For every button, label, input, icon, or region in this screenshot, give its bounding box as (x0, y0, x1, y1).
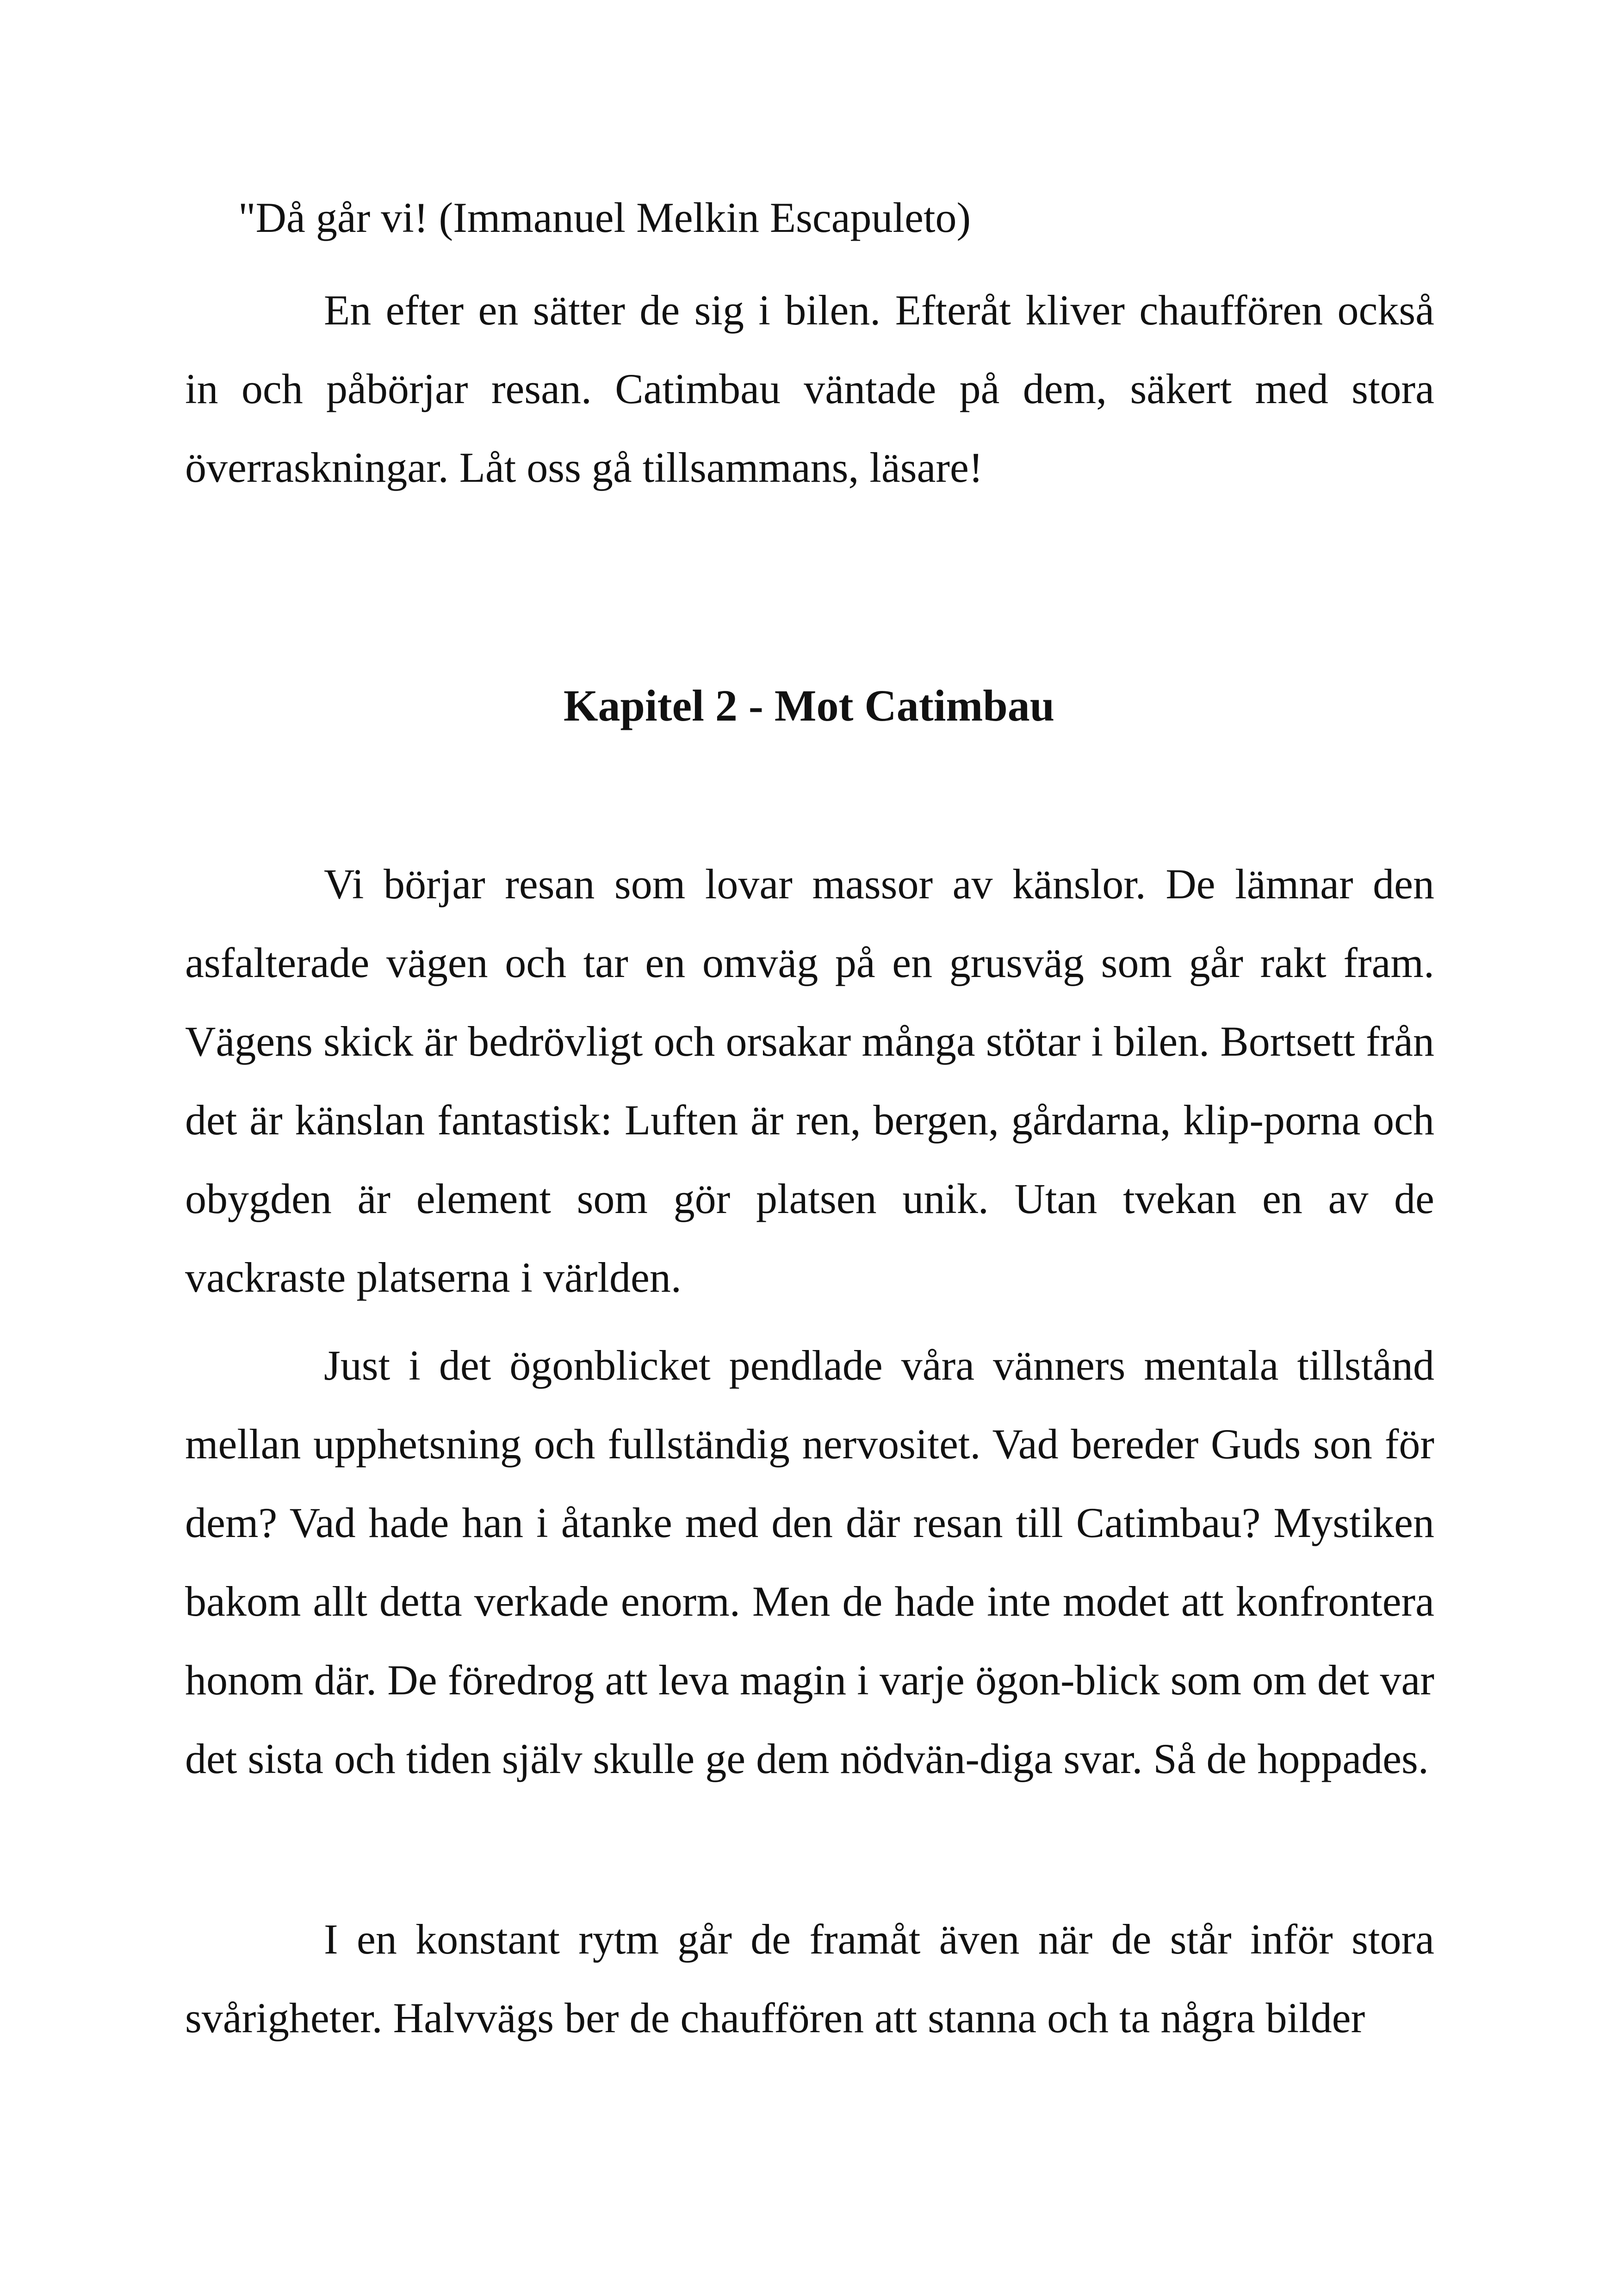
paragraph-1: En efter en sätter de sig i bilen. Efteråt kliver chauffören också in och påbörjar resan. Catimbau väntade på dem, säkert med stora överraskningar. Låt oss gå tillsammans, läsare! (185, 286, 1434, 491)
chapter-heading: Kapitel 2 - Mot Catimbau (563, 681, 1055, 730)
quote-line: "Då går vi! (Immanuel Melkin Escapuleto) (238, 194, 971, 241)
paragraph-2: Vi börjar resan som lovar massor av känslor. De lämnar den asfalterade vägen och tar en omväg på en grusväg som går rakt fram. Vägens skick är bedrövligt och orsakar många stötar i bilen. Bortsett från det är känslan fantastisk: Luften är ren, bergen, gårdarna, klip-porna och obygden är element som gör platsen unik. Utan tvekan en av de vackraste platserna i världen. (185, 860, 1434, 1301)
paragraph-3: Just i det ögonblicket pendlade våra vänners mentala tillstånd mellan upphetsning och fullständig nervositet. Vad bereder Guds son för dem? Vad hade han i åtanke med den där resan till Catimbau? Mystiken bakom allt detta verkade enorm. Men de hade inte modet att konfrontera honom där. De föredrog att leva magin i varje ögon-blick som om det var det sista och tiden själv skulle ge dem nödvän-diga svar. Så de hoppades. (185, 1342, 1434, 1782)
paragraph-4: I en konstant rytm går de framåt även när de står inför stora svårigheter. Halvvägs ber de chauffören att stanna och ta några bilder (185, 1916, 1434, 2041)
